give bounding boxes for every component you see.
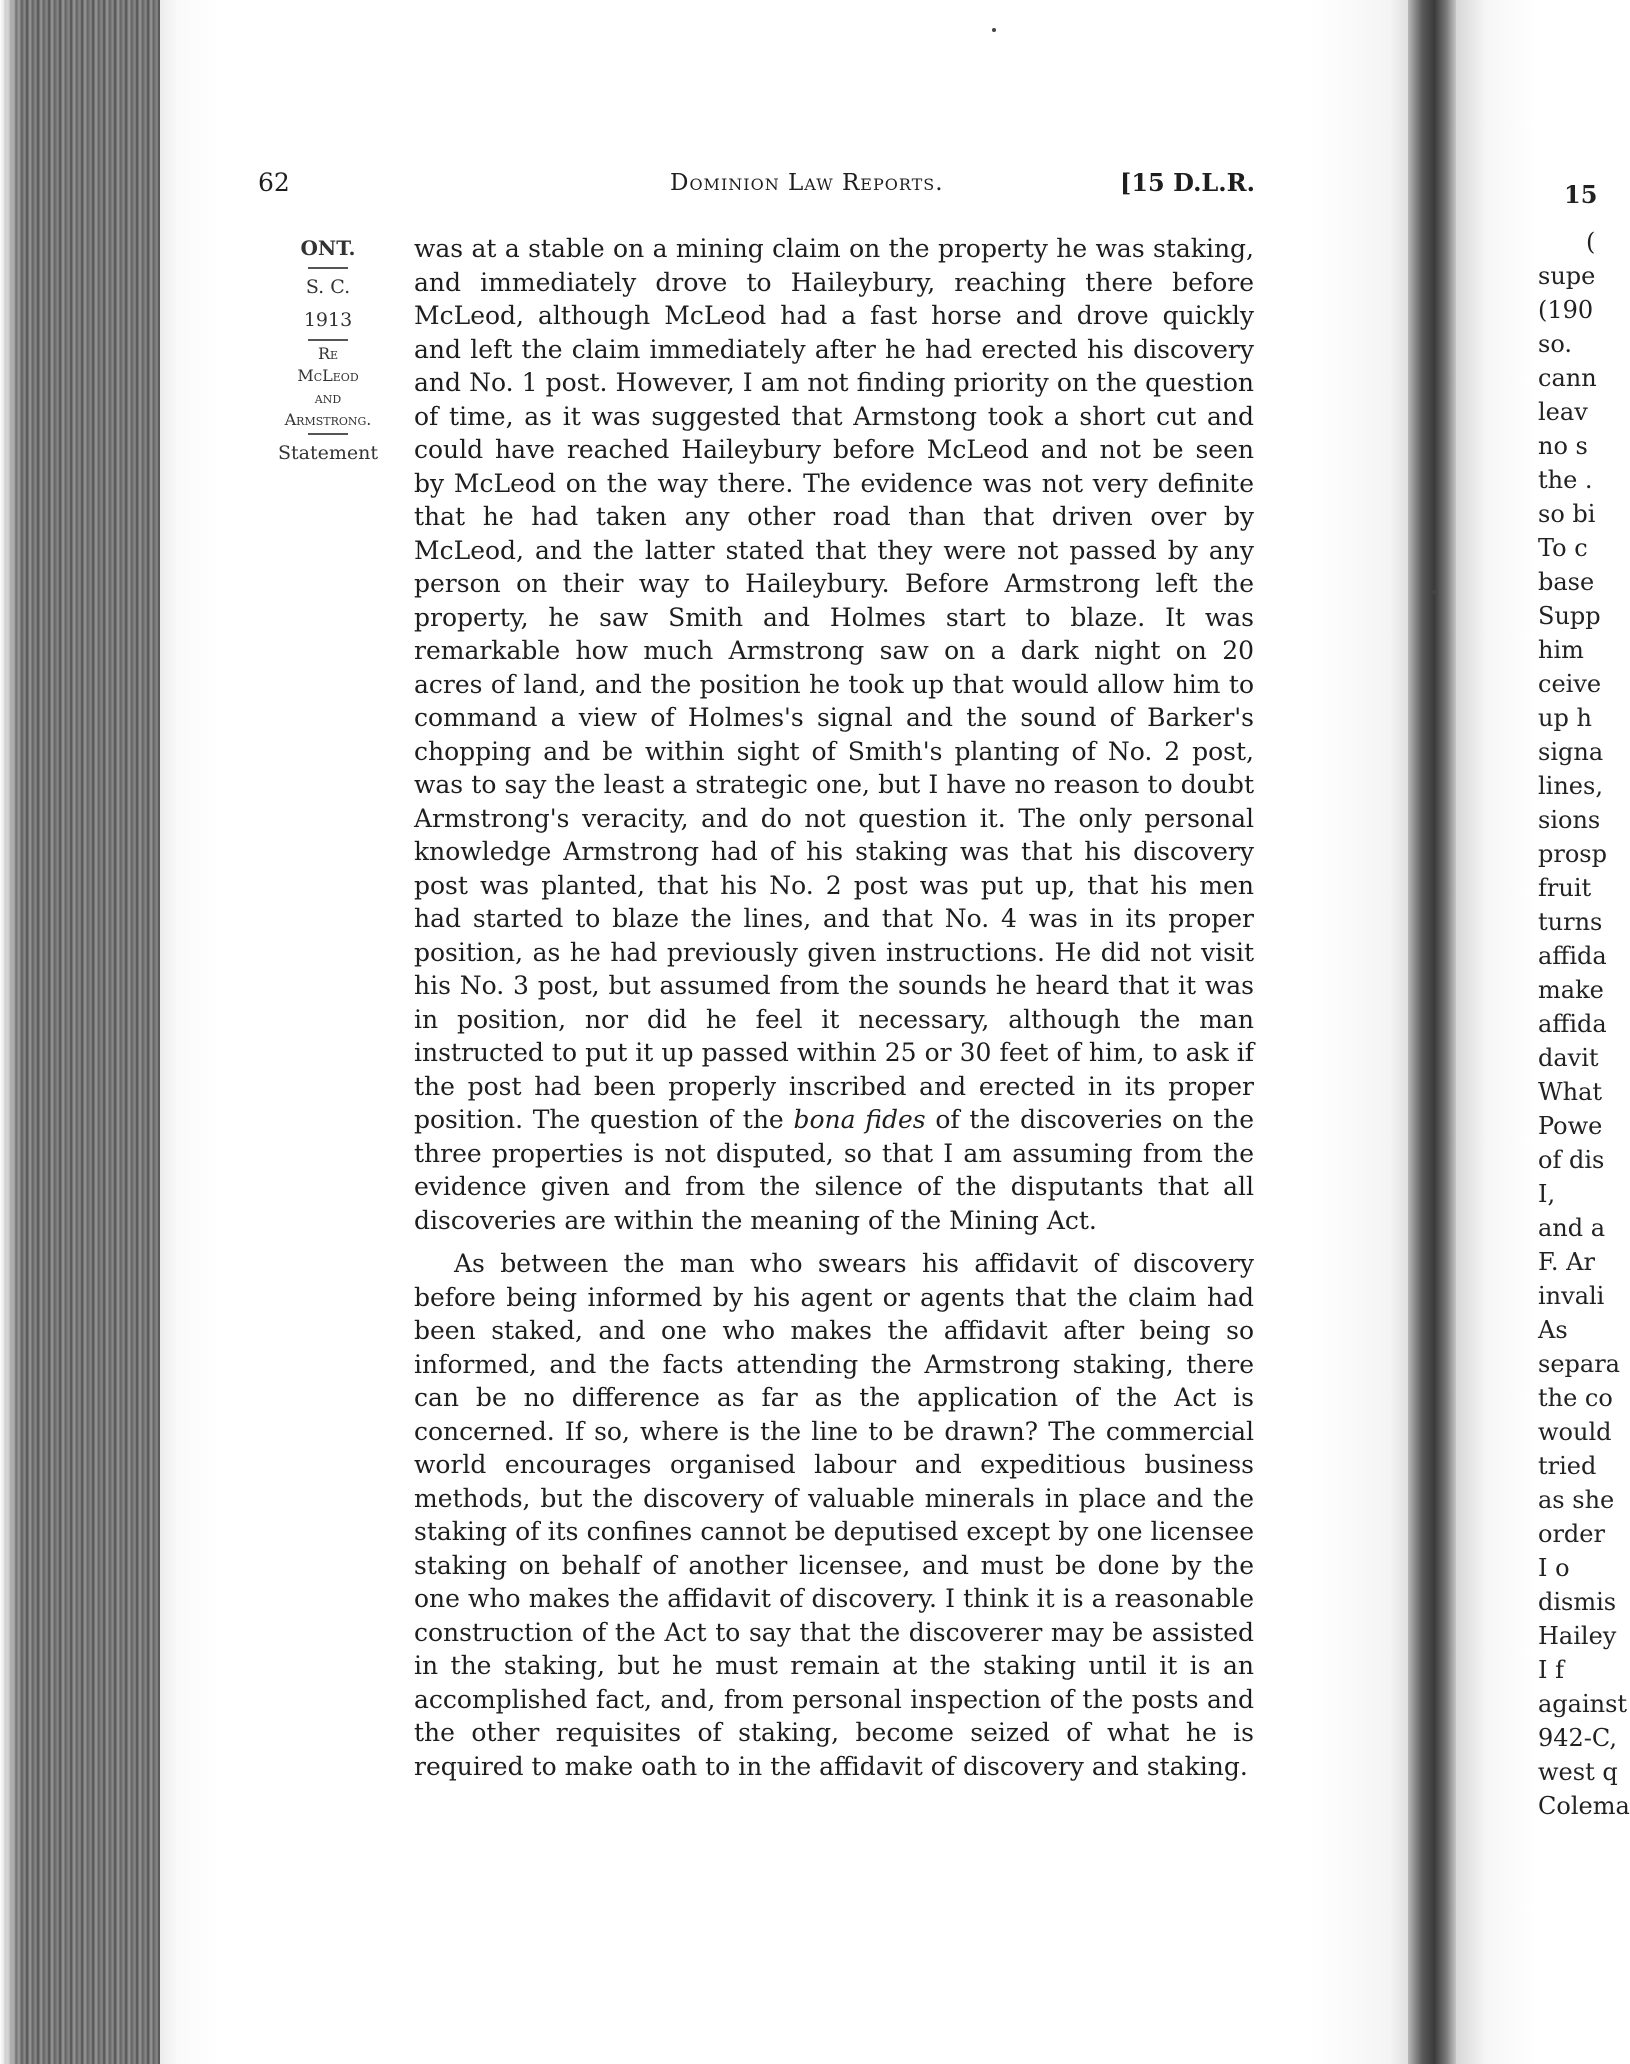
facing-page-line: (190 <box>1538 296 1594 324</box>
facing-page-line: the . <box>1538 466 1593 494</box>
facing-page-line: Colema <box>1538 1792 1630 1820</box>
scan-speck <box>1432 590 1436 594</box>
facing-page-line: against <box>1538 1690 1628 1718</box>
case-and: and <box>314 388 342 407</box>
running-header <box>0 168 1408 208</box>
facing-page-line: so. <box>1538 330 1572 358</box>
facing-page-line: affida <box>1538 1010 1607 1038</box>
facing-page-line: ( <box>1586 228 1596 256</box>
facing-page-line: the co <box>1538 1384 1613 1412</box>
facing-page-line: of dis <box>1538 1146 1605 1174</box>
facing-page-line: turns <box>1538 908 1603 936</box>
case-party-1: McLeod <box>297 366 359 385</box>
facing-page-line: I f <box>1538 1656 1564 1684</box>
margin-sidenote <box>262 232 394 470</box>
facing-page-line: Supp <box>1538 602 1601 630</box>
facing-page-line: Powe <box>1538 1112 1603 1140</box>
facing-page-line: leav <box>1538 398 1588 426</box>
facing-page-line: and a <box>1538 1214 1606 1242</box>
scan-speck <box>992 28 996 32</box>
facing-page-line: F. Ar <box>1538 1248 1595 1276</box>
paragraph-1 <box>414 232 1254 1237</box>
facing-page-line: cann <box>1538 364 1597 392</box>
paragraph-1-end: of the discoveries on the three properties is not disputed, so that I am assuming from the evidence given and from the silence of the disputants that all discoveries are within the meaning of the Mining Act. <box>414 1105 1255 1235</box>
volume-reference: [15 D.L.R. <box>1120 168 1255 197</box>
facing-page-line: as she <box>1538 1486 1615 1514</box>
facing-page-line: base <box>1538 568 1595 596</box>
facing-page-line: no s <box>1538 432 1588 460</box>
divider <box>308 339 348 341</box>
facing-page-line: I, <box>1538 1180 1556 1208</box>
jurisdiction-label: ONT. <box>300 236 356 260</box>
page-number: 62 <box>258 168 290 197</box>
divider <box>308 267 348 269</box>
facing-page-line: order <box>1538 1520 1605 1548</box>
facing-page-line: lines, <box>1538 772 1603 800</box>
facing-page-line: prosp <box>1538 840 1607 868</box>
facing-page-line: dismis <box>1538 1588 1617 1616</box>
facing-page-line: As <box>1538 1316 1568 1344</box>
facing-page-line: tried <box>1538 1452 1597 1480</box>
italic-term: bona fides <box>793 1105 926 1134</box>
book-page-edges <box>0 0 160 2064</box>
facing-page-line: would <box>1538 1418 1612 1446</box>
facing-page-line: supe <box>1538 262 1596 290</box>
facing-page-line: make <box>1538 976 1604 1004</box>
facing-page-line: ceive <box>1538 670 1602 698</box>
book-gutter <box>1408 0 1456 2064</box>
facing-page-line: him <box>1538 636 1584 664</box>
divider <box>308 433 348 435</box>
facing-page-line: Hailey <box>1538 1622 1617 1650</box>
case-party-2: Armstrong. <box>284 410 372 429</box>
paragraph-2: As between the man who swears his affidavit of discovery before being informed by his agent or agents that the claim had been staked, and one who makes the affidavit after being so informed, and the facts attending the Armstrong staking, there can be no difference as far as the application of the Act is concerned. If so, where is the line to be drawn? The commercial world encourages organised labour and expeditious business methods, but the discovery of valuable minerals in place and the staking of its confines cannot be deputised except by one licensee staking on behalf of another licensee, and must be done by the one who makes the affidavit of discovery. I think it is a reasonable construction of the Act to say that the discoverer may be assisted in the staking, but he must remain at the staking until it is an accomplished fact, and, from personal inspection of the posts and the other requisites of staking, become seized of what he is required to make oath to in the affidavit of discovery and staking. <box>414 1249 1254 1781</box>
facing-page-line: 942-C, <box>1538 1724 1618 1752</box>
facing-page-line: up h <box>1538 704 1592 732</box>
facing-page-line: davit <box>1538 1044 1599 1072</box>
facing-page-line: invali <box>1538 1282 1605 1310</box>
facing-page-line: affida <box>1538 942 1607 970</box>
court-label: S. C. <box>305 276 351 298</box>
facing-page-line: I o <box>1538 1554 1570 1582</box>
facing-page-line: separa <box>1538 1350 1620 1378</box>
facing-page-line: west q <box>1538 1758 1618 1786</box>
year-label: 1913 <box>303 309 353 331</box>
main-text-column <box>414 232 1254 1793</box>
facing-page-line: To c <box>1538 534 1588 562</box>
section-label: Statement <box>278 442 378 464</box>
facing-page-line: sions <box>1538 806 1601 834</box>
case-name-prefix: Re <box>317 344 339 363</box>
facing-page-line: so bi <box>1538 500 1596 528</box>
facing-page-fragment <box>1456 0 1630 2064</box>
facing-page-line: fruit <box>1538 874 1592 902</box>
paragraph-1-text: was at a stable on a mining claim on the property he was staking, and immediately drove to Haileybury, reaching there before McLeod, although McLeod had a fast horse and drove quickly and left the claim immediately after he had erected his discovery and No. 1 post. However, I am not finding priority on the question of time, as it was suggested that Armstong took a short cut and could have reached Haileybury before McLeod and not be seen by McLeod on the way there. The evidence was not very definite that he had taken any other road than that driven over by McLeod, and the latter stated that they were not passed by any person on their way to Haileybury. Before Armstrong left the property, he saw Smith and Holmes start to blaze. It was remarkable how much Armstrong saw on a dark night on 20 acres of land, and the position he took up that would allow him to command a view of Holmes's signal and the sound of Barker's chopping and be within sight of Smith's planting of No. 2 post, was to say the least a strategic one, but I have no reason to doubt Armstrong's veracity, and do not question it. The only personal knowledge Armstrong had of his staking was that his discovery post was planted, that his No. 2 post was put up, that his men had started to blaze the lines, and that No. 4 was in its proper position, as he had previously given instructions. He did not visit his No. 3 post, but assumed from the sounds he heard that it was in position, nor did he feel it necessary, although the man instructed to put it up passed within 25 or 30 feet of him, to ask if the post had been properly inscribed and erected in its proper position. The question of the <box>414 234 1254 1134</box>
facing-page-line: What <box>1538 1078 1603 1106</box>
running-title: Dominion Law Reports. <box>670 170 944 196</box>
facing-page-number: 15 <box>1564 180 1598 209</box>
facing-page-line: signa <box>1538 738 1604 766</box>
